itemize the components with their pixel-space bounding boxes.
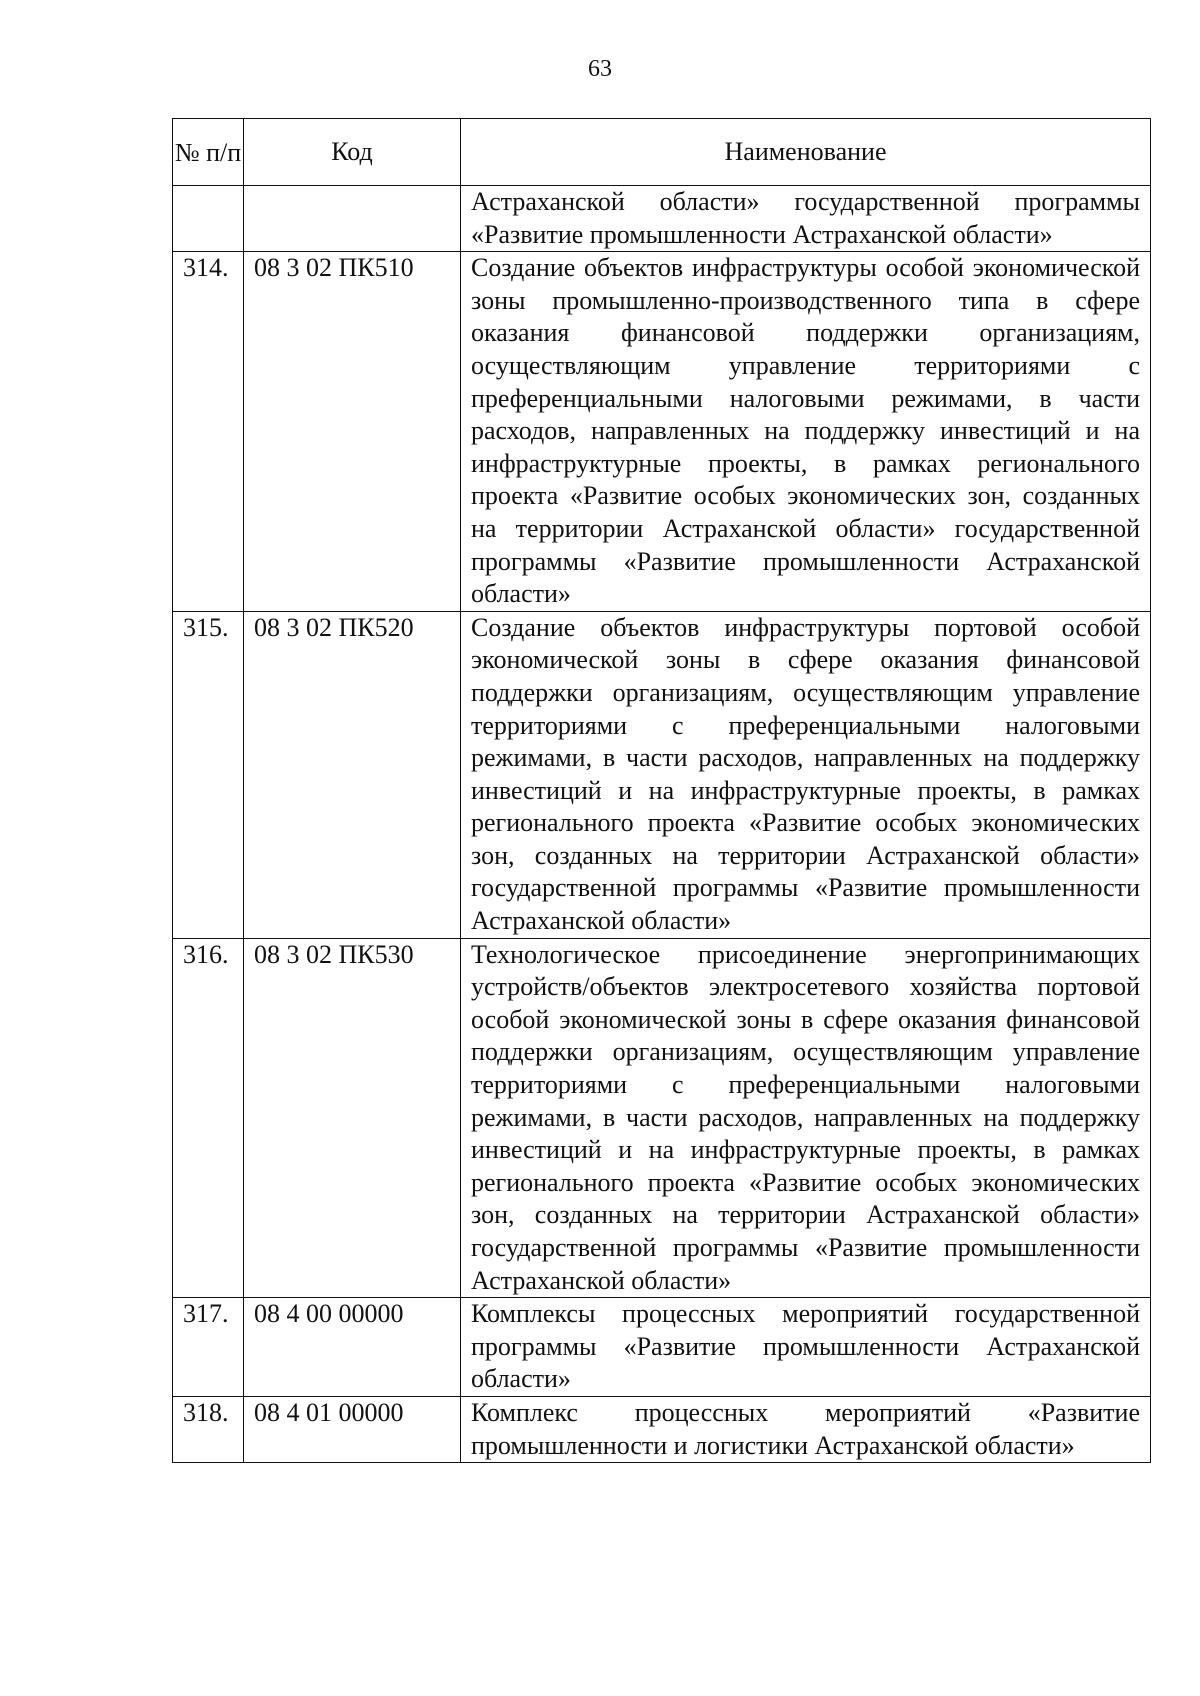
row-number: 315. (173, 611, 244, 938)
row-name: Создание объектов инфраструктуры портовой особой экономической зоны в сфере оказания финансовой поддержки организациям, осуществляющим управление территориями с преференциальными налоговыми режимами, в части расходов, направленных на поддержку инвестиций и на инфраструктурные проекты, в рамках регионального проекта «Развитие особых экономических зон, созданных на территории Астраханской области» государственной программы «Развитие промышленности Астраханской области» (461, 611, 1151, 938)
table-row (173, 938, 1151, 1298)
row-number (173, 186, 244, 252)
row-name: Комплекс процессных мероприятий «Развитие промышленности и логистики Астраханской области» (461, 1396, 1151, 1462)
row-code: 08 4 00 00000 (244, 1298, 461, 1397)
table-header-row (173, 119, 1151, 186)
page-number: 63 (588, 56, 612, 82)
table-row (173, 611, 1151, 938)
row-code: 08 3 02 ПК510 (244, 252, 461, 612)
row-number: 318. (173, 1396, 244, 1462)
header-name: Наименование (461, 119, 1151, 186)
table-row (173, 1298, 1151, 1397)
row-code: 08 3 02 ПК520 (244, 611, 461, 938)
row-code: 08 3 02 ПК530 (244, 938, 461, 1298)
row-name: Технологическое присоединение энергопринимающих устройств/объектов электросетевого хозяйства портовой особой экономической зоны в сфере оказания финансовой поддержки организациям, осуществляющим управление территориями с преференциальными налоговыми режимами, в части расходов, направленных на поддержку инвестиций и на инфраструктурные проекты, в рамках регионального проекта «Развитие особых экономических зон, созданных на территории Астраханской области» государственной программы «Развитие промышленности Астраханской области» (461, 938, 1151, 1298)
row-number: 317. (173, 1298, 244, 1397)
budget-code-table (172, 118, 1151, 1463)
header-code: Код (244, 119, 461, 186)
table-row (173, 186, 1151, 252)
row-code (244, 186, 461, 252)
row-number: 314. (173, 252, 244, 612)
table-row (173, 252, 1151, 612)
row-name: Комплексы процессных мероприятий государственной программы «Развитие промышленности Астраханской области» (461, 1298, 1151, 1397)
table-row (173, 1396, 1151, 1462)
header-number: № п/п (173, 119, 244, 186)
row-name: Создание объектов инфраструктуры особой экономической зоны промышленно-производственного типа в сфере оказания финансовой поддержки организациям, осуществляющим управление территориями с преференциальными налоговыми режимами, в части расходов, направленных на поддержку инвестиций и на инфраструктурные проекты, в рамках регионального проекта «Развитие особых экономических зон, созданных на территории Астраханской области» государственной программы «Развитие промышленности Астраханской области» (461, 252, 1151, 612)
row-name: Астраханской области» государственной программы «Развитие промышленности Астраханской области» (461, 186, 1151, 252)
row-code: 08 4 01 00000 (244, 1396, 461, 1462)
row-number: 316. (173, 938, 244, 1298)
